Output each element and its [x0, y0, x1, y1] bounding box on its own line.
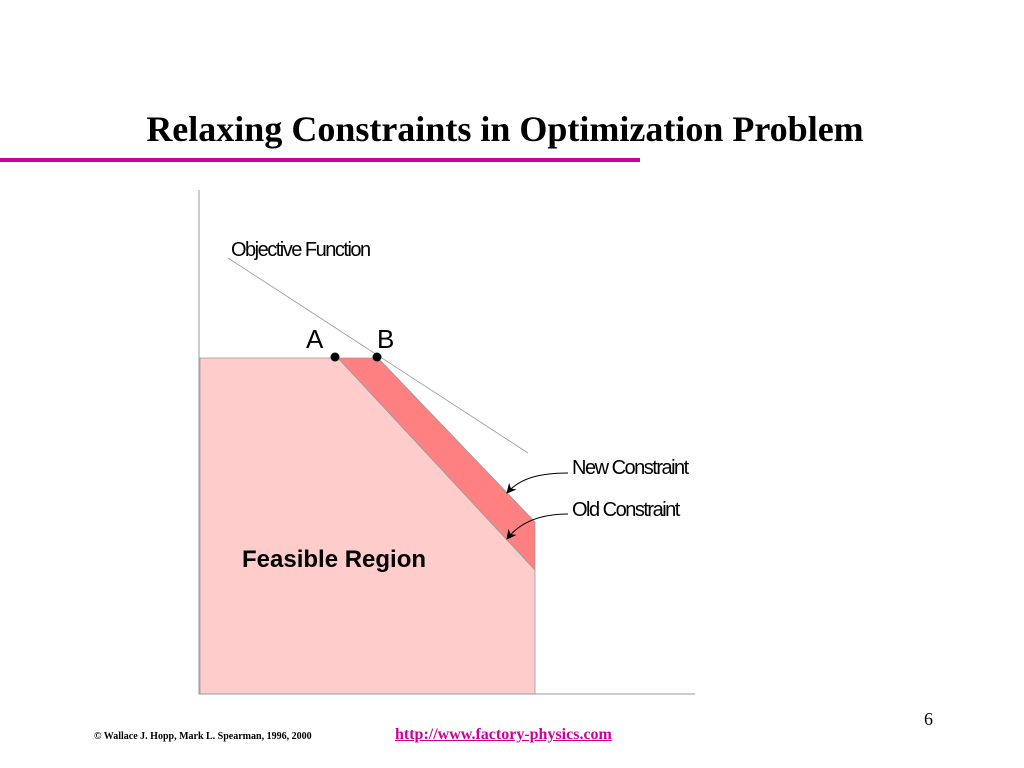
feasible-region: [200, 358, 535, 694]
feasible-region-label: Feasible Region: [242, 546, 427, 573]
point-b-label: B: [377, 324, 395, 354]
old-constraint-label: Old Constraint: [572, 499, 679, 521]
copyright-notice: © Wallace J. Hopp, Mark L. Spearman, 1996, 2000: [94, 731, 312, 742]
new-constraint-arrow: [507, 473, 568, 493]
objective-function-label: Objective Function: [231, 239, 370, 261]
new-constraint-label: New Constraint: [572, 457, 688, 479]
slide-title: Relaxing Constraints in Optimization Problem: [146, 109, 864, 149]
point-a: [331, 353, 340, 362]
website-link[interactable]: http://www.factory-physics.com: [395, 726, 612, 743]
page-number: 6: [924, 709, 933, 729]
point-a-label: A: [306, 324, 324, 354]
